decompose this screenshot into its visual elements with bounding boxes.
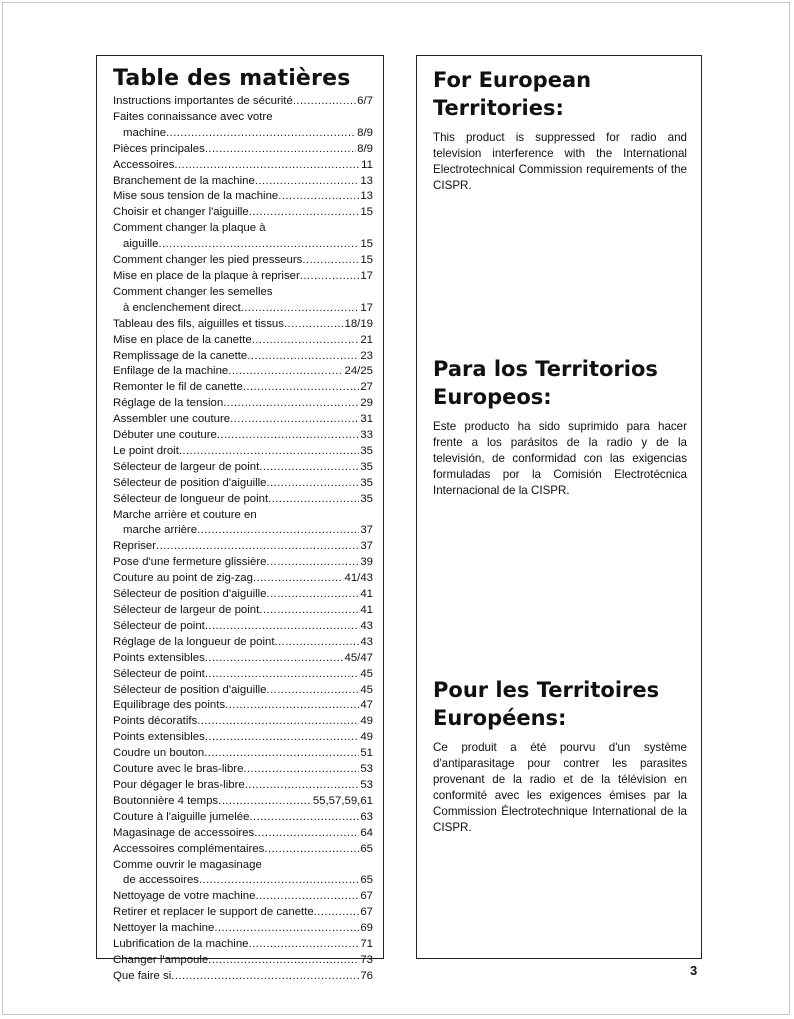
toc-entry-title: Sélecteur de position d'aiguille xyxy=(113,683,267,696)
toc-entry-title: à enclenchement direct xyxy=(123,301,241,314)
toc-entry xyxy=(113,937,373,953)
toc-title: Table des matières xyxy=(113,66,351,91)
toc-leader-dots xyxy=(205,142,356,158)
toc-entry-title: Que faire si xyxy=(113,969,172,982)
toc-entry xyxy=(113,142,373,158)
toc-entry-title: Boutonnière 4 temps xyxy=(113,794,219,807)
toc-leader-dots xyxy=(166,126,356,142)
toc-entry-title: Comment changer les pied presseurs xyxy=(113,254,303,267)
toc-entry-page: 67 xyxy=(360,890,373,903)
toc-entry-title: Sélecteur de largeur de point xyxy=(113,460,260,473)
toc-entry-page: 43 xyxy=(360,619,373,632)
toc-entry-title: Sélecteur de position d'aiguille xyxy=(113,588,267,601)
toc-entry xyxy=(113,651,373,667)
toc-entry xyxy=(113,492,373,508)
toc-entry-page: 64 xyxy=(360,826,373,839)
toc-entry-page: 63 xyxy=(360,810,373,823)
toc-entry-page: 17 xyxy=(360,269,373,282)
toc-leader-dots xyxy=(314,905,360,921)
toc-entry-page: 15 xyxy=(360,238,373,251)
section-european-territories xyxy=(433,66,687,194)
toc-leader-dots xyxy=(255,889,359,905)
toc-leader-dots xyxy=(249,937,360,953)
toc-leader-dots xyxy=(214,921,359,937)
toc-leader-dots xyxy=(205,667,360,683)
toc-entry xyxy=(113,587,373,603)
toc-entry-title: Réglage de la tension xyxy=(113,397,224,410)
toc-entry-title: Accessoires xyxy=(113,158,175,171)
toc-entry-title: Débuter une couture xyxy=(113,429,217,442)
toc-entry-page: 13 xyxy=(360,174,373,187)
toc-entry-page: 8/9 xyxy=(357,142,373,155)
toc-entry-title: Sélecteur de longueur de point xyxy=(113,492,269,505)
toc-entry-page: 49 xyxy=(360,731,373,744)
toc-entry xyxy=(113,508,373,540)
section-body: Ce produit a été pourvu d'un système d'antiparasitage pour contrer les parasites provenant de la radio et de la télévision en conformité avec les exigences émises par la Commission Électrotechnique International de la CISPR. xyxy=(433,741,687,834)
toc-entry-page: 27 xyxy=(360,381,373,394)
toc-entry xyxy=(113,555,373,571)
toc-entry-page: 55,57,59,61 xyxy=(312,794,373,807)
toc-entry-title: Coudre un bouton xyxy=(113,747,205,760)
page-number: 3 xyxy=(690,963,698,978)
toc-leader-dots xyxy=(204,746,359,762)
toc-entry-title: Réglage de la longueur de point xyxy=(113,635,275,648)
toc-entry-page: 13 xyxy=(360,190,373,203)
toc-entry xyxy=(113,858,373,890)
toc-entry xyxy=(113,746,373,762)
toc-entry xyxy=(113,460,373,476)
toc-entry xyxy=(113,826,373,842)
toc-leader-dots xyxy=(259,603,359,619)
toc-entry-page: 41 xyxy=(360,588,373,601)
toc-entry-title: Nettoyer la machine xyxy=(113,922,215,935)
toc-entry-page: 21 xyxy=(360,333,373,346)
toc-entry xyxy=(113,619,373,635)
toc-entry-title-line: Faites connaissance avec votre xyxy=(113,110,273,123)
toc-entry xyxy=(113,539,373,555)
toc-entry-page: 24/25 xyxy=(344,365,373,378)
toc-entry xyxy=(113,603,373,619)
toc-leader-dots xyxy=(245,778,360,794)
toc-entry-page: 17 xyxy=(360,301,373,314)
toc-entry xyxy=(113,380,373,396)
toc-entry xyxy=(113,349,373,365)
toc-entry-page: 35 xyxy=(360,460,373,473)
toc-entry-page: 45/47 xyxy=(344,651,373,664)
toc-entry-title: Repriser xyxy=(113,540,157,553)
toc-entry-page: 31 xyxy=(360,413,373,426)
toc-leader-dots xyxy=(218,794,312,810)
toc-list xyxy=(113,94,373,985)
toc-entry xyxy=(113,412,373,428)
toc-leader-dots xyxy=(247,349,359,365)
toc-entry-title: Couture au point de zig-zag xyxy=(113,572,253,585)
toc-entry-page: 35 xyxy=(360,476,373,489)
toc-entry xyxy=(113,714,373,730)
interference-notice-panel xyxy=(416,55,702,959)
toc-entry-title: Pièces principales xyxy=(113,142,205,155)
toc-entry-page: 67 xyxy=(360,906,373,919)
toc-entry-title: Branchement de la machine xyxy=(113,174,255,187)
toc-leader-dots xyxy=(179,444,359,460)
section-territoires-europeens xyxy=(433,676,687,835)
toc-leader-dots xyxy=(249,205,360,221)
toc-entry xyxy=(113,683,373,699)
toc-leader-dots xyxy=(264,842,359,858)
toc-entry-title: Mise sous tension de la machine xyxy=(113,190,279,203)
toc-entry-title: de accessoires xyxy=(123,874,199,887)
toc-entry-page: 41/43 xyxy=(344,572,373,585)
toc-entry xyxy=(113,905,373,921)
toc-entry xyxy=(113,667,373,683)
toc-entry-page: 45 xyxy=(360,667,373,680)
toc-leader-dots xyxy=(205,651,344,667)
toc-leader-dots xyxy=(205,619,360,635)
toc-entry-title: aiguille xyxy=(123,238,159,251)
toc-leader-dots xyxy=(267,587,360,603)
toc-entry-page: 65 xyxy=(360,874,373,887)
toc-entry xyxy=(113,794,373,810)
section-territorios-europeos xyxy=(433,355,687,499)
toc-entry-page: 11 xyxy=(361,158,373,171)
toc-leader-dots xyxy=(197,523,359,539)
toc-leader-dots xyxy=(158,237,359,253)
toc-entry-page: 35 xyxy=(360,492,373,505)
toc-entry-page: 73 xyxy=(360,953,373,966)
toc-entry-page: 53 xyxy=(360,778,373,791)
toc-entry xyxy=(113,842,373,858)
toc-entry-page: 39 xyxy=(360,556,373,569)
toc-leader-dots xyxy=(199,873,359,889)
toc-entry-title: Sélecteur de point xyxy=(113,667,205,680)
toc-entry-continuation xyxy=(113,237,373,253)
toc-entry-continuation xyxy=(113,873,373,889)
toc-entry xyxy=(113,174,373,190)
toc-leader-dots xyxy=(267,683,360,699)
toc-leader-dots xyxy=(259,460,359,476)
toc-entry-page: 76 xyxy=(360,969,373,982)
toc-leader-dots xyxy=(268,492,359,508)
toc-entry xyxy=(113,364,373,380)
toc-entry-page: 45 xyxy=(360,683,373,696)
toc-entry-page: 51 xyxy=(360,747,373,760)
toc-entry-title: marche arrière xyxy=(123,524,198,537)
toc-entry xyxy=(113,635,373,651)
toc-entry-title: Changer l'ampoule xyxy=(113,953,209,966)
toc-entry xyxy=(113,396,373,412)
toc-entry xyxy=(113,428,373,444)
toc-entry xyxy=(113,476,373,492)
toc-entry xyxy=(113,317,373,333)
toc-leader-dots xyxy=(253,571,344,587)
toc-leader-dots xyxy=(252,333,360,349)
toc-entry-title: Points décoratifs xyxy=(113,715,198,728)
toc-leader-dots xyxy=(241,301,360,317)
toc-entry xyxy=(113,205,373,221)
toc-leader-dots xyxy=(243,762,359,778)
section-heading: For European Territories: xyxy=(433,68,592,120)
toc-entry-page: 29 xyxy=(360,397,373,410)
toc-entry xyxy=(113,921,373,937)
toc-entry xyxy=(113,253,373,269)
toc-entry-page: 43 xyxy=(360,635,373,648)
toc-entry-title: Remonter le fil de canette xyxy=(113,381,243,394)
toc-leader-dots xyxy=(302,253,359,269)
toc-entry xyxy=(113,810,373,826)
toc-leader-dots xyxy=(223,396,359,412)
toc-leader-dots xyxy=(293,94,356,110)
toc-entry xyxy=(113,698,373,714)
toc-leader-dots xyxy=(278,189,359,205)
toc-entry-continuation xyxy=(113,301,373,317)
toc-entry-page: 41 xyxy=(360,604,373,616)
toc-leader-dots xyxy=(174,158,360,174)
toc-entry-title: Nettoyage de votre machine xyxy=(113,890,256,903)
toc-entry-page: 37 xyxy=(360,524,373,537)
toc-entry-page: 37 xyxy=(360,540,373,553)
toc-entry-continuation xyxy=(113,126,373,142)
toc-entry-page: 53 xyxy=(360,763,373,776)
toc-entry-title: Remplissage de la canette xyxy=(113,349,248,362)
toc-entry xyxy=(113,110,373,142)
toc-entry xyxy=(113,953,373,969)
toc-leader-dots xyxy=(208,953,359,969)
toc-leader-dots xyxy=(249,810,359,826)
toc-entry-page: 69 xyxy=(360,922,373,935)
toc-leader-dots xyxy=(217,428,359,444)
toc-entry-title: Tableau des fils, aiguilles et tissus xyxy=(113,317,284,330)
toc-entry-title: Mise en place de la canette xyxy=(113,333,252,346)
toc-entry-title: Mise en place de la plaque à repriser xyxy=(113,269,300,282)
toc-entry-page: 23 xyxy=(360,349,373,362)
toc-leader-dots xyxy=(284,317,344,333)
toc-leader-dots xyxy=(197,714,359,730)
table-of-contents xyxy=(96,55,384,982)
toc-entry-page: 6/7 xyxy=(357,95,373,107)
toc-entry xyxy=(113,333,373,349)
toc-entry xyxy=(113,778,373,794)
toc-entry-title-line: Comment changer la plaque à xyxy=(113,222,266,235)
toc-entry-title-line: Marche arrière et couture en xyxy=(113,508,257,521)
toc-leader-dots xyxy=(228,364,343,380)
toc-entry-title: Points extensibles xyxy=(113,651,205,664)
toc-leader-dots xyxy=(275,635,360,651)
toc-leader-dots xyxy=(267,555,360,571)
toc-entry xyxy=(113,571,373,587)
toc-entry-page: 18/19 xyxy=(344,317,373,330)
section-heading: Pour les Territoires Européens: xyxy=(433,678,660,730)
toc-entry-page: 35 xyxy=(360,444,373,457)
toc-entry-title: Couture à l'aiguille jumelée xyxy=(113,810,250,823)
toc-entry-title: Assembler une couture xyxy=(113,413,231,426)
toc-entry xyxy=(113,730,373,746)
toc-entry-page: 15 xyxy=(360,206,373,219)
toc-entry-title: Pose d'une fermeture glissière xyxy=(113,556,267,569)
toc-entry-page: 8/9 xyxy=(357,126,373,139)
section-body: Este producto ha sido suprimido para hacer frente a los parásitos de la radio y de la televisión, de conformidad con las exigencias formuladas por la Comisión Electrotécnica Internacional de la CISPR. xyxy=(433,420,687,497)
section-body: This product is suppressed for radio and television interference with the International Electrotechnical Commission requirements of the CISPR. xyxy=(433,131,687,192)
toc-entry-title: Instructions importantes de sécurité xyxy=(113,95,293,107)
toc-entry-title: Sélecteur de largeur de point xyxy=(113,604,260,616)
toc-leader-dots xyxy=(254,826,359,842)
toc-entry-page: 33 xyxy=(360,429,373,442)
toc-entry-title: Accessoires complémentaires xyxy=(113,842,265,855)
toc-entry-page: 15 xyxy=(360,254,373,267)
toc-entry xyxy=(113,269,373,285)
toc-leader-dots xyxy=(267,476,360,492)
toc-leader-dots xyxy=(205,730,360,746)
toc-leader-dots xyxy=(255,174,359,190)
toc-leader-dots xyxy=(156,539,359,555)
toc-leader-dots xyxy=(300,269,360,285)
toc-entry-page: 47 xyxy=(360,699,373,712)
toc-entry xyxy=(113,444,373,460)
toc-entry-continuation xyxy=(113,523,373,539)
toc-entry-title: Pour dégager le bras-libre xyxy=(113,778,245,791)
toc-leader-dots xyxy=(225,698,359,714)
toc-entry xyxy=(113,762,373,778)
toc-entry-title: Sélecteur de point xyxy=(113,619,205,632)
toc-leader-dots xyxy=(243,380,360,396)
toc-entry-page: 49 xyxy=(360,715,373,728)
section-heading: Para los Territorios Europeos: xyxy=(433,357,658,409)
toc-leader-dots xyxy=(171,969,359,985)
toc-entry-title: Couture avec le bras-libre xyxy=(113,763,244,776)
toc-entry-title: Enfilage de la machine xyxy=(113,365,229,378)
toc-entry-page: 65 xyxy=(360,842,373,855)
toc-entry xyxy=(113,889,373,905)
toc-entry xyxy=(113,189,373,205)
toc-entry-title: Equilibrage des points xyxy=(113,699,226,712)
toc-entry-title: Retirer et replacer le support de canette xyxy=(113,906,314,919)
toc-entry xyxy=(113,94,373,110)
toc-entry-title: Lubrification de la machine xyxy=(113,938,249,951)
toc-leader-dots xyxy=(230,412,359,428)
toc-entry-title: Sélecteur de position d'aiguille xyxy=(113,476,267,489)
toc-entry xyxy=(113,285,373,317)
toc-entry xyxy=(113,969,373,985)
toc-entry-title-line: Comme ouvrir le magasinage xyxy=(113,858,262,871)
toc-entry xyxy=(113,221,373,253)
toc-entry-title-line: Comment changer les semelles xyxy=(113,285,273,298)
toc-entry-title: Le point droit xyxy=(113,444,179,457)
toc-entry-title: Magasinage de accessoires xyxy=(113,826,255,839)
toc-entry-title: Points extensibles xyxy=(113,731,205,744)
toc-entry xyxy=(113,158,373,174)
toc-entry-page: 71 xyxy=(360,938,373,951)
toc-entry-title: Choisir et changer l'aiguille xyxy=(113,206,249,219)
toc-entry-title: machine xyxy=(123,126,167,139)
